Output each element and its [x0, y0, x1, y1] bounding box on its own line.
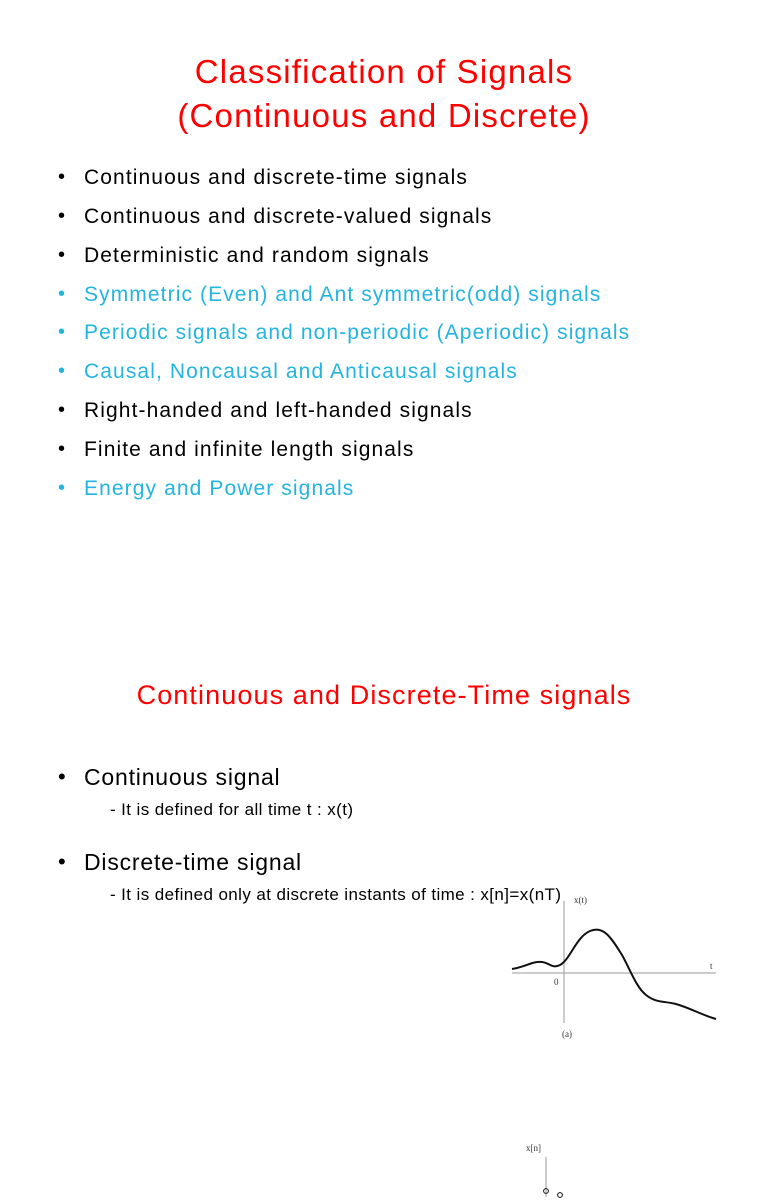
list-item	[0, 276, 768, 315]
discrete-y-axis-label: x[n]	[526, 1143, 541, 1153]
continuous-signal-definition: - It is defined for all time t : x(t)	[110, 799, 354, 819]
bullet-icon: •	[58, 476, 67, 499]
list-item-label: Finite and infinite length signals	[84, 438, 415, 461]
list-item-label: Symmetric (Even) and Ant symmetric(odd) signals	[84, 282, 602, 306]
bullet-icon: •	[58, 282, 67, 305]
bullet-icon: •	[58, 204, 67, 227]
origin-label: 0	[554, 977, 559, 987]
page-title-line-2: (Continuous and Discrete)	[177, 96, 591, 134]
bullet-icon: •	[58, 438, 67, 460]
signal-classification-list	[0, 159, 768, 509]
continuous-signal-figure	[504, 891, 724, 1041]
list-item-label: Continuous and discrete-valued signals	[84, 204, 493, 228]
section-title: Continuous and Discrete-Time signals	[136, 680, 632, 710]
x-axis-label: t	[710, 961, 713, 971]
slide-classification-of-signals	[0, 0, 768, 600]
section-body	[0, 763, 768, 1153]
bullet-icon: •	[58, 399, 67, 422]
list-item-label: Causal, Noncausal and Anticausal signals	[84, 360, 518, 384]
page-title-line-1: Classification of Signals	[194, 53, 574, 90]
list-item	[0, 431, 768, 470]
discrete-time-signal-definition: - It is defined only at discrete instants of time : x[n]=x(nT)	[110, 885, 562, 905]
discrete-time-signal-item	[0, 848, 768, 877]
list-item-label: Continuous and discrete-time signals	[84, 166, 468, 190]
list-item-label: Right-handed and left-handed signals	[84, 399, 473, 423]
list-item	[0, 159, 768, 198]
list-item-label: Energy and Power signals	[84, 476, 355, 500]
y-axis-label: x(t)	[574, 895, 587, 905]
bullet-icon: •	[58, 166, 67, 189]
bullet-icon: •	[58, 764, 67, 789]
sample-point	[558, 1193, 563, 1198]
list-item	[0, 198, 768, 237]
discrete-time-signal-label: Discrete-time signal	[84, 849, 302, 876]
signal-curve	[512, 930, 716, 1019]
list-item	[0, 353, 768, 392]
bullet-icon: •	[58, 321, 67, 344]
list-item	[0, 237, 768, 276]
bullet-icon: •	[58, 849, 67, 875]
continuous-signal-label: Continuous signal	[84, 764, 281, 790]
bullet-icon: •	[58, 243, 67, 266]
list-item	[0, 314, 768, 353]
continuous-signal-item	[0, 763, 768, 792]
continuous-signal-plot	[504, 891, 724, 1041]
discrete-signal-plot	[498, 1139, 668, 1199]
bullet-icon: •	[58, 360, 67, 383]
figure-caption: (a)	[562, 1029, 572, 1039]
list-item-label: Deterministic and random signals	[84, 243, 430, 267]
discrete-signal-figure	[498, 1139, 668, 1199]
page-title	[0, 0, 768, 137]
list-item-label: Periodic signals and non-periodic (Aperiodic) signals	[84, 321, 631, 345]
slide-continuous-and-discrete-time-signals	[0, 600, 768, 1153]
list-item	[0, 470, 768, 509]
list-item	[0, 392, 768, 431]
